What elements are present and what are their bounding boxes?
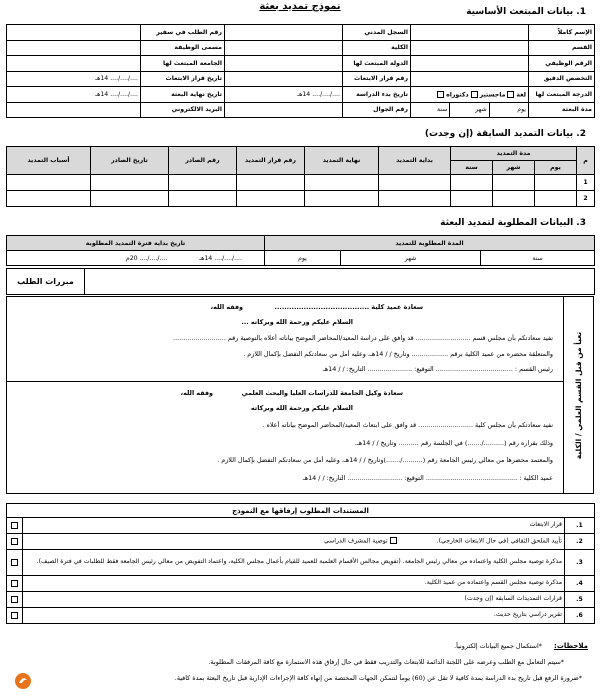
document-text-cell: [23, 576, 565, 592]
degree-option-checkbox[interactable]: [437, 91, 444, 98]
table-row: [7, 40, 595, 56]
requested-extension-table: [6, 235, 595, 266]
document-text: مذكرة توصية مجلس الكلية واعتماده من معالي رئيس الجامعة. (تفويض مجالس الأقسام العلمية للعميد للقيام بأعمال مجلس الكلية، واعتماد التفويض من معالي رئيس الجامعة فقط للطلبات في فترة الصيف).: [36, 558, 563, 566]
notes-label: ملاحظات:: [554, 642, 588, 650]
note-2: *سيتم التعامل مع الطلب وعرضه على اللجنة الدائمة للابتعاث والتدريب فقط في حال إرفاق هذه الاستمارة مع كافة المرفقات المطلوبة.: [208, 658, 564, 666]
field-label: التخصص الدقيق: [529, 71, 595, 87]
field-value[interactable]: ..../..../.... 14هـ: [225, 87, 343, 103]
field-value[interactable]: [225, 102, 343, 118]
unit-year: سنة: [481, 251, 595, 266]
table-row: [7, 102, 595, 118]
document-number: 6.: [565, 608, 595, 624]
document-checkbox-cell: [7, 550, 23, 576]
document-text: تقرير دراسي بتاريخ حديث.: [493, 611, 563, 619]
field-value[interactable]: [411, 102, 529, 118]
form-title: نموذج تمديد بعثة: [259, 1, 341, 12]
field-label: الدولة المبتعث لها: [343, 56, 411, 72]
col-decision-no: رقم قرار التمديد: [237, 147, 305, 175]
field-value[interactable]: [411, 71, 529, 87]
start-label: تاريخ بداية فترة التمديد المطلوبة: [7, 236, 265, 251]
document-text: مذكرة توصية مجلس القسم واعتماده من عميد الكلية.: [424, 579, 563, 587]
col-duration: مدة التمديد: [451, 147, 577, 161]
duration-unit-field[interactable]: شهر: [449, 103, 488, 117]
vice-greeting: السلام عليكم ورحمة الله وبركاته: [250, 404, 353, 412]
document-number: 2.: [565, 534, 595, 550]
document-checkbox[interactable]: [11, 522, 18, 529]
document-number: 1.: [565, 518, 595, 534]
logo-icon: [14, 672, 32, 690]
section3-heading: 3. البيانات المطلوبة لتمديد البعثة: [440, 218, 586, 228]
field-label: الكلية: [343, 40, 411, 56]
reasons-field[interactable]: [85, 269, 595, 295]
field-label: تاريخ قرار الابتعاث: [141, 71, 225, 87]
row-number: 2: [577, 191, 595, 207]
document-checkbox-cell: [7, 576, 23, 592]
sub-year: سنة: [451, 161, 493, 175]
note-1: *استكمال جميع البيانات إلكترونياً.: [454, 642, 542, 650]
document-row: [7, 608, 595, 624]
field-value[interactable]: [411, 87, 529, 103]
document-checkbox-cell: [7, 608, 23, 624]
col-outgoing-no: رقم الصادر: [169, 147, 237, 175]
duration-label: المدة المطلوبة للتمديد: [265, 236, 595, 251]
section2-heading: 2. بيانات التمديد السابقة (إن وجدت): [424, 129, 586, 139]
document-row: [7, 518, 595, 534]
field-label: تاريخ نهاية البعثة: [141, 87, 225, 103]
field-value[interactable]: [225, 40, 343, 56]
vice-honor: وفقه الله،: [180, 389, 213, 397]
document-number: 4.: [565, 576, 595, 592]
field-value[interactable]: [7, 40, 141, 56]
supervisor-checkbox[interactable]: [390, 537, 397, 544]
dean-signature-line: رئيس القسم : ...................................... التوقيع: ...................... التاريخ: / / 14هـ: [322, 365, 553, 373]
document-checkbox[interactable]: [11, 559, 18, 566]
field-value[interactable]: [225, 56, 343, 72]
document-checkbox-cell: [7, 518, 23, 534]
field-label: مسمى الوظيفة: [141, 40, 225, 56]
document-text: قرارات التمديدات السابقة (إن وجدت): [464, 595, 563, 603]
field-label: الإسم كاملاً: [529, 25, 595, 41]
document-checkbox[interactable]: [11, 580, 18, 587]
field-label: مدة البعثة: [529, 102, 595, 118]
field-value[interactable]: [411, 25, 529, 41]
form-page: [6, 0, 594, 697]
degree-option-label: دكتوراه: [446, 91, 469, 98]
col-reasons: أسباب التمديد: [7, 147, 91, 175]
document-text-cell: [23, 592, 565, 608]
field-value[interactable]: [411, 56, 529, 72]
document-number: 5.: [565, 592, 595, 608]
sub-month: شهر: [493, 161, 535, 175]
side-label-cell: [563, 297, 593, 493]
field-label: القسم: [529, 40, 595, 56]
field-value[interactable]: [7, 25, 141, 41]
field-label: الرقم الوظيفي: [529, 56, 595, 72]
document-checkbox-cell: [7, 592, 23, 608]
side-label: تعبأ من قبل القسم العلمي / الكلية: [573, 331, 583, 459]
approvals-block: [6, 296, 594, 494]
col-start: بداية التمديد: [379, 147, 451, 175]
field-value[interactable]: [411, 40, 529, 56]
field-label: رقم قرار الابتعاث: [343, 71, 411, 87]
degree-option-checkbox[interactable]: [471, 91, 478, 98]
document-checkbox-cell: [7, 534, 23, 550]
document-checkbox[interactable]: [11, 538, 18, 545]
field-value[interactable]: [7, 56, 141, 72]
duration-unit-field[interactable]: سنة: [436, 105, 448, 113]
field-label: البريد الالكتروني: [141, 102, 225, 118]
table-row: [7, 87, 595, 103]
document-text: قرار الابتعاث: [529, 521, 563, 529]
col-end: نهاية التمديد: [305, 147, 379, 175]
sub-day: يوم: [535, 161, 577, 175]
section1-heading: 1. بيانات المبتعث الأساسية: [466, 7, 586, 17]
field-value[interactable]: ..../..../.... 14هـ: [7, 87, 141, 103]
field-value[interactable]: [225, 71, 343, 87]
document-text-cell: [23, 608, 565, 624]
start-date-field[interactable]: ..../..../.... 14هـ ..../..../.... 20م: [7, 251, 265, 266]
vice-line-1: نفيد سعادتكم بأن مجلس كلية ........................... قد وافق على ابتعاث المعيد/المحاضر الموضح بياناته أعلاه .: [262, 421, 553, 429]
unit-day: يوم: [265, 251, 341, 266]
documents-heading: المستندات المطلوب إرفاقها مع النموذج: [7, 504, 595, 518]
document-row: [7, 550, 595, 576]
previous-extensions-table: [6, 146, 595, 207]
vice-addressee: سعادة وكيل الجامعة للدراسات العليا والبحث العلمي: [241, 389, 403, 397]
field-value[interactable]: [7, 102, 141, 118]
table-row: [7, 71, 595, 87]
document-row: [7, 592, 595, 608]
degree-option-label: ماجستير: [479, 91, 506, 98]
vice-line-2: وذلك بقراره رقم (........../.......) في الجلسة رقم .......... وتاريخ / / 14هـ.: [354, 439, 553, 447]
reasons-label: مبررات الطلب: [7, 269, 85, 295]
dean-greeting: السلام عليكم ورحمة الله وبركاته ...: [241, 318, 353, 326]
dean-line-2: والمتعلقة محضره من عميد الكلية برقم .................. وتاريخ / / 14هـ، وعليه أمل من سعادتكم التفضل بإكمال اللازم .: [243, 350, 553, 358]
row-number: 1: [577, 175, 595, 191]
document-text-cell: [23, 518, 565, 534]
table-row: [7, 175, 595, 191]
divider: [7, 381, 563, 382]
table-row: [7, 56, 595, 72]
table-row: [7, 191, 595, 207]
duration-unit-field[interactable]: يوم: [489, 103, 528, 117]
document-row: [7, 576, 595, 592]
degree-option-checkbox[interactable]: [507, 91, 514, 98]
supervisor-recommendation-label: توصية المشرف الدراسي: [323, 537, 388, 545]
dean-honor: وفقه الله،: [210, 303, 243, 311]
field-label: تاريخ بدء الدراسة: [343, 87, 411, 103]
document-checkbox[interactable]: [11, 612, 18, 619]
duration-units: [411, 103, 528, 117]
dean-line-1: نفيد سعادتكم بأن مجلس قسم ........................... قد وافق على دراسة المعيد/المحاضر الموضح بياناته أعلاه بالتوصية رقم ..........................: [173, 334, 553, 342]
document-row: [7, 534, 595, 550]
vice-signature-line: عميد الكلية : ............................................. التوقيع: ........................... التاريخ: / / 14هـ: [302, 474, 553, 482]
degree-option-label: لغة: [516, 91, 526, 98]
field-value[interactable]: ..../..../.... 14هـ: [7, 71, 141, 87]
dean-addressee: سعادة عميد كلية .......................................: [274, 303, 423, 311]
field-label: رقم الجوال: [343, 102, 411, 118]
document-text-cell: [23, 534, 565, 550]
reasons-table: [6, 268, 595, 295]
col-outgoing-date: تاريخ الصادر: [91, 147, 169, 175]
field-label: الجامعة المبتعث لها: [141, 56, 225, 72]
document-checkbox[interactable]: [11, 596, 18, 603]
document-number: 3.: [565, 550, 595, 576]
document-text-cell: [23, 550, 565, 576]
documents-table: [6, 503, 595, 624]
col-index: م: [577, 147, 595, 175]
field-value[interactable]: [225, 25, 343, 41]
unit-month: شهر: [341, 251, 481, 266]
document-text: تأييد الملحق الثقافي (في حال الابتعاث الخارجي).: [436, 537, 563, 545]
table-row: [7, 25, 595, 41]
field-label: رقم الطلب في سفير: [141, 25, 225, 41]
basic-info-table: [6, 24, 595, 118]
field-label: الدرجة المبتعث لها: [529, 87, 595, 103]
note-3: *ضرورة الرفع قبل تاريخ بدء الدراسة بمدة كافية لا تقل عن (60) يوماً لتتمكن الجهات المختصة من إنهاء كافة الإجراءات الإدارية قبل تاريخ البعثة بمدة كافية.: [174, 674, 582, 682]
vice-line-3: والمعتمد محضرها من معالي رئيس الجامعة رقم (........../.......)وتاريخ / / 14هـ، وعليه أمل من سعادتكم التفضل بإكمال اللازم .: [217, 456, 553, 464]
field-label: السجل المدني: [343, 25, 411, 41]
